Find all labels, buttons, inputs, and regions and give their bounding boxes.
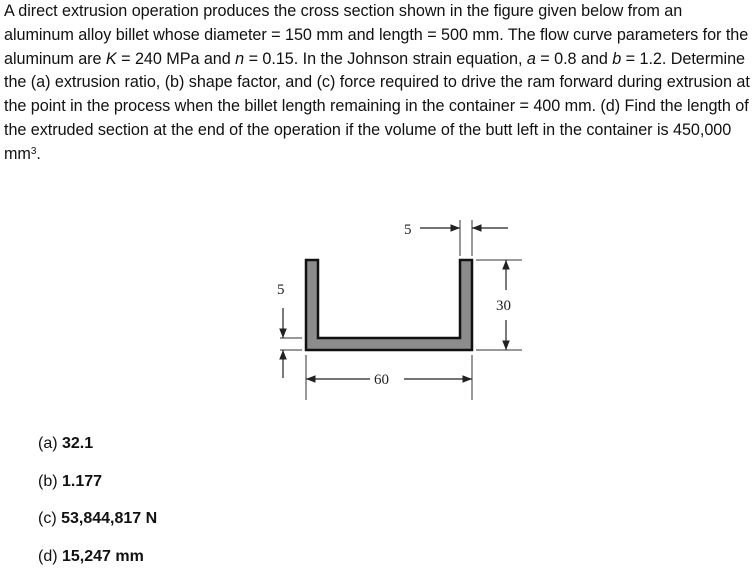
symbol-n: n — [235, 50, 244, 68]
channel-shape — [306, 260, 472, 350]
answer-value: 15,247 mm — [62, 548, 144, 565]
problem-text-1: A direct extrusion operation produces the cross section shown in the figure given below from an aluminum alloy billet whose diameter = 150 mm and length = 500 mm. The flow curve parameters for the aluminum are — [4, 2, 748, 68]
exponent: 3 — [31, 146, 37, 157]
answer-label: (a) — [38, 435, 62, 452]
answer-c — [38, 507, 157, 545]
channel-cross-section-figure — [260, 212, 540, 422]
symbol-b: b — [612, 50, 621, 68]
answer-value: 32.1 — [62, 435, 93, 452]
problem-text-4: = 0.8 and — [536, 50, 612, 68]
answer-d — [38, 545, 157, 582]
answer-label: (c) — [38, 510, 61, 527]
figure-svg — [260, 212, 540, 422]
answer-b — [38, 470, 157, 508]
problem-text-3: = 0.15. In the Johnson strain equation, — [244, 50, 527, 68]
problem-text-5: = 1.2. Determine the (a) extrusion ratio, (b) shape factor, and (c) force required to drive the ram forward during extrusion at the point in the process when the billet length remaining in the container = 400 mm. (d) Find the length of the extruded section at the end of the operation if the volume of the butt left in the container is 450,000 mm — [4, 50, 750, 163]
problem-text-2: = 240 MPa and — [117, 50, 236, 68]
dim-bottom-label: 60 — [374, 372, 389, 388]
dim-right-label: 30 — [496, 298, 511, 314]
problem-statement — [4, 0, 752, 167]
problem-text-6: . — [36, 145, 40, 163]
dim-top-label: 5 — [404, 222, 412, 238]
answer-label: (d) — [38, 548, 62, 565]
answer-a — [38, 432, 157, 470]
answer-value: 1.177 — [62, 473, 102, 490]
dim-left-label: 5 — [277, 282, 285, 298]
answer-value: 53,844,817 N — [61, 510, 157, 527]
answer-label: (b) — [38, 473, 62, 490]
symbol-a: a — [527, 50, 536, 68]
symbol-k: K — [106, 50, 117, 68]
answers-list — [38, 432, 157, 582]
